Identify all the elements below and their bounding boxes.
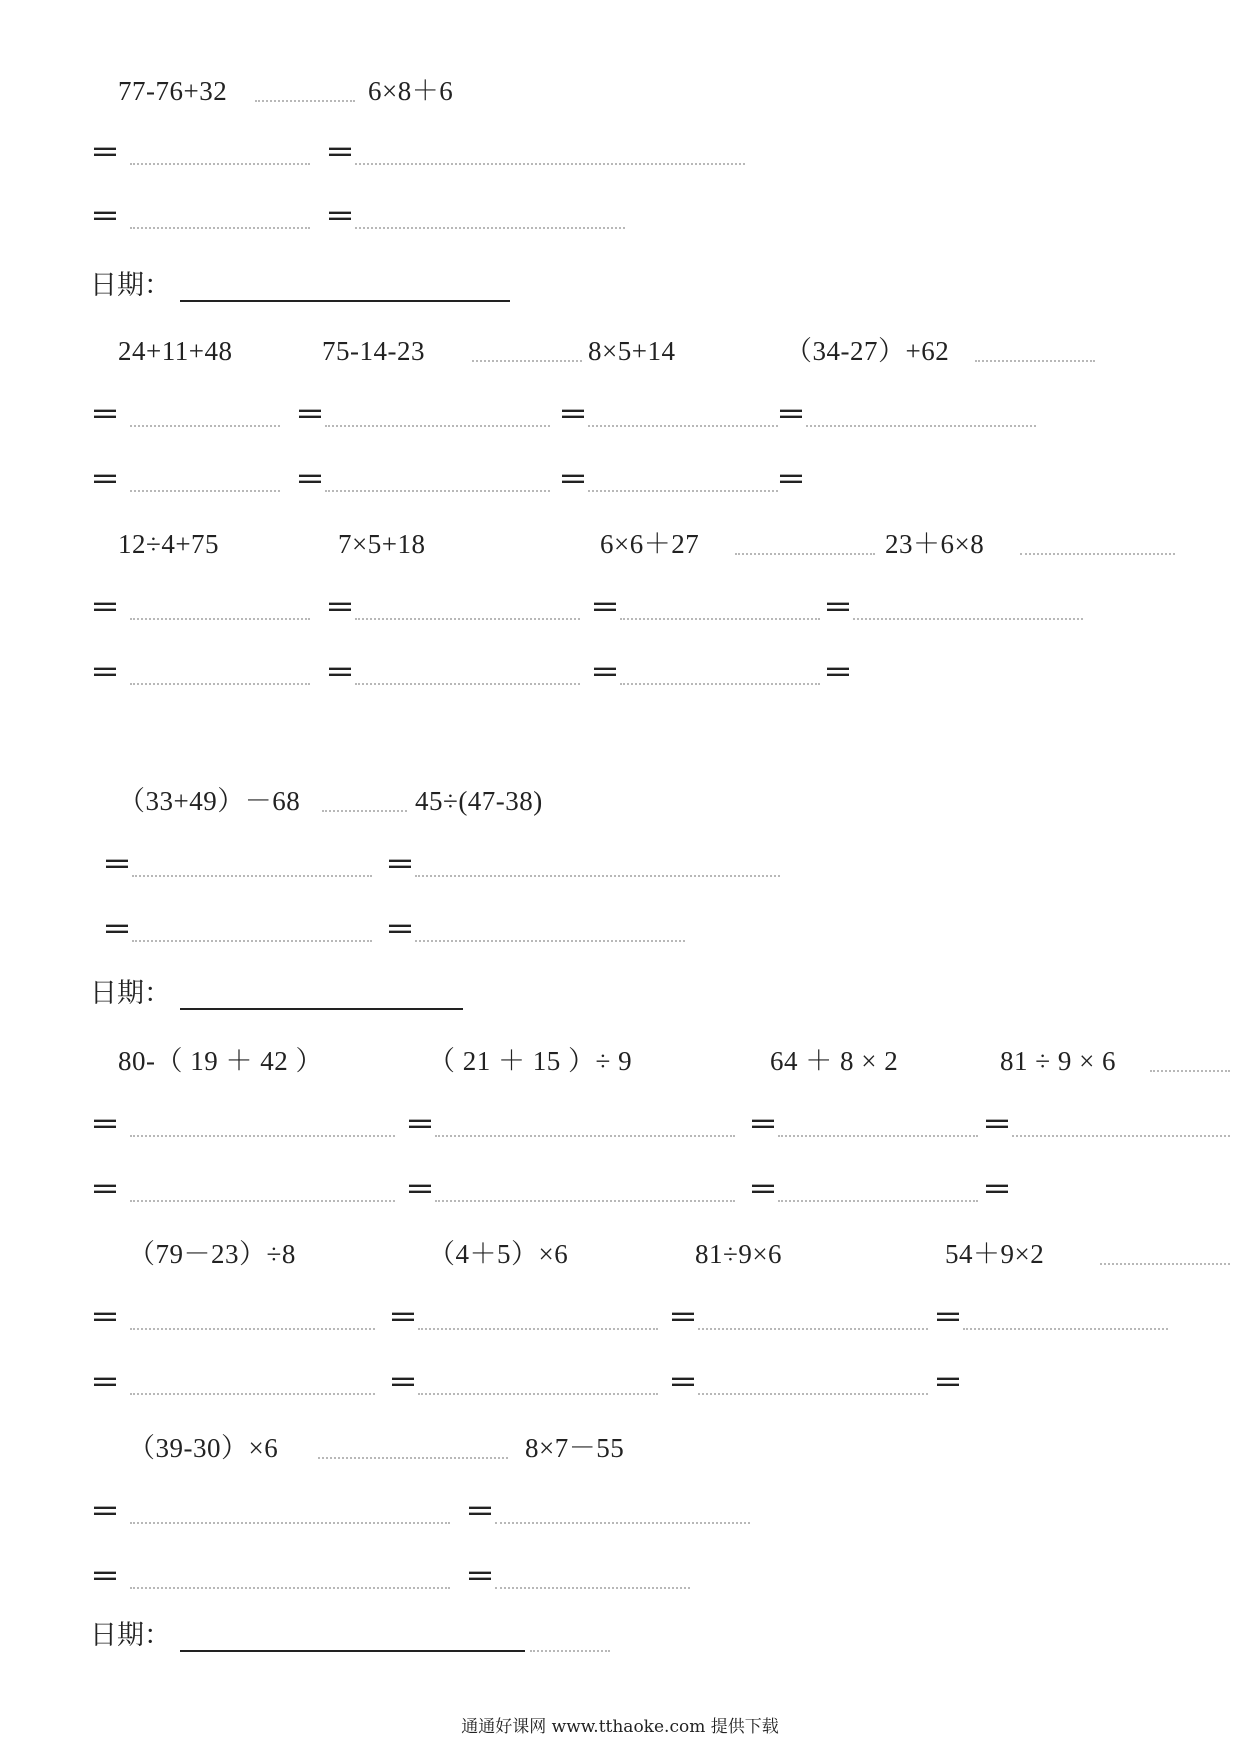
answer-line[interactable]	[132, 875, 372, 877]
problem-expression: 24+11+48	[118, 336, 233, 366]
problem-expression: （ 21 ＋ 15 ）÷ 9	[428, 1046, 633, 1076]
equals-sign: ＝	[90, 398, 120, 433]
dotted-line	[255, 100, 355, 102]
answer-line[interactable]	[355, 163, 745, 165]
problem-expression: 7×5+18	[338, 529, 426, 559]
equals-sign: ＝	[823, 591, 853, 626]
answer-line[interactable]	[130, 1522, 450, 1524]
equals-sign: ＝	[933, 1301, 963, 1336]
date-label: 日期：	[90, 978, 171, 1009]
equals-sign: ＝	[388, 1366, 418, 1401]
equals-sign: ＝	[668, 1366, 698, 1401]
equals-sign: ＝	[90, 1301, 120, 1336]
answer-line[interactable]	[495, 1587, 690, 1589]
answer-line[interactable]	[1012, 1135, 1230, 1137]
equals-sign: ＝	[982, 1173, 1012, 1208]
answer-line[interactable]	[418, 1393, 658, 1395]
date-label: 日期：	[90, 270, 171, 301]
dotted-line	[1020, 553, 1175, 555]
answer-line[interactable]	[415, 940, 685, 942]
dotted-line	[322, 810, 407, 812]
problem-expression: 75-14-23	[322, 336, 425, 366]
equals-sign: ＝	[90, 656, 120, 691]
equals-sign: ＝	[385, 848, 415, 883]
equals-sign: ＝	[325, 656, 355, 691]
answer-line[interactable]	[130, 1200, 395, 1202]
answer-line[interactable]	[806, 425, 1036, 427]
answer-line[interactable]	[853, 618, 1083, 620]
dotted-line	[472, 360, 582, 362]
equals-sign: ＝	[748, 1173, 778, 1208]
answer-line[interactable]	[130, 1587, 450, 1589]
problem-expression: 8×7－55	[525, 1433, 625, 1463]
dotted-line	[530, 1650, 610, 1652]
equals-sign: ＝	[465, 1560, 495, 1595]
equals-sign: ＝	[558, 398, 588, 433]
problem-expression: 64 ＋ 8 × 2	[770, 1046, 899, 1076]
date-input-line[interactable]	[180, 300, 510, 302]
equals-sign: ＝	[776, 398, 806, 433]
equals-sign: ＝	[385, 913, 415, 948]
answer-line[interactable]	[698, 1393, 928, 1395]
problem-expression: 81 ÷ 9 × 6	[1000, 1046, 1117, 1076]
equals-sign: ＝	[325, 591, 355, 626]
answer-line[interactable]	[778, 1135, 978, 1137]
equals-sign: ＝	[90, 1108, 120, 1143]
answer-line[interactable]	[435, 1135, 735, 1137]
answer-line[interactable]	[130, 163, 310, 165]
answer-line[interactable]	[130, 683, 310, 685]
equals-sign: ＝	[668, 1301, 698, 1336]
equals-sign: ＝	[590, 591, 620, 626]
equals-sign: ＝	[90, 1366, 120, 1401]
answer-line[interactable]	[418, 1328, 658, 1330]
problem-expression: 23＋6×8	[885, 529, 985, 559]
answer-line[interactable]	[130, 1393, 375, 1395]
answer-line[interactable]	[130, 1328, 375, 1330]
footer-source: 通通好课网 www.tthaoke.com 提供下载	[461, 1717, 779, 1737]
problem-expression: 45÷(47-38)	[415, 786, 543, 816]
dotted-line	[735, 553, 875, 555]
equals-sign: ＝	[90, 591, 120, 626]
equals-sign: ＝	[90, 136, 120, 171]
answer-line[interactable]	[495, 1522, 750, 1524]
equals-sign: ＝	[295, 398, 325, 433]
answer-line[interactable]	[620, 618, 820, 620]
answer-line[interactable]	[588, 425, 778, 427]
problem-expression: 8×5+14	[588, 336, 676, 366]
equals-sign: ＝	[102, 848, 132, 883]
equals-sign: ＝	[823, 656, 853, 691]
equals-sign: ＝	[295, 463, 325, 498]
equals-sign: ＝	[90, 1173, 120, 1208]
answer-line[interactable]	[355, 683, 580, 685]
equals-sign: ＝	[982, 1108, 1012, 1143]
answer-line[interactable]	[130, 490, 280, 492]
equals-sign: ＝	[465, 1495, 495, 1530]
equals-sign: ＝	[933, 1366, 963, 1401]
dotted-line	[1100, 1263, 1230, 1265]
equals-sign: ＝	[90, 1560, 120, 1595]
equals-sign: ＝	[325, 136, 355, 171]
problem-expression: 12÷4+75	[118, 529, 220, 559]
answer-line[interactable]	[130, 227, 310, 229]
answer-line[interactable]	[355, 618, 580, 620]
answer-line[interactable]	[325, 425, 550, 427]
equals-sign: ＝	[90, 1495, 120, 1530]
answer-line[interactable]	[130, 1135, 395, 1137]
answer-line[interactable]	[588, 490, 778, 492]
problem-expression: （4＋5）×6	[428, 1239, 569, 1269]
equals-sign: ＝	[325, 200, 355, 235]
dotted-line	[318, 1457, 508, 1459]
equals-sign: ＝	[776, 463, 806, 498]
date-input-line[interactable]	[180, 1008, 463, 1010]
dotted-line	[1150, 1070, 1230, 1072]
answer-line[interactable]	[130, 618, 310, 620]
problem-expression: （34-27）+62	[785, 336, 950, 366]
answer-line[interactable]	[325, 490, 550, 492]
equals-sign: ＝	[90, 463, 120, 498]
equals-sign: ＝	[590, 656, 620, 691]
equals-sign: ＝	[748, 1108, 778, 1143]
answer-line[interactable]	[130, 425, 280, 427]
answer-line[interactable]	[963, 1328, 1168, 1330]
equals-sign: ＝	[102, 913, 132, 948]
answer-line[interactable]	[355, 227, 625, 229]
problem-expression: （79－23）÷8	[128, 1239, 296, 1269]
equals-sign: ＝	[558, 463, 588, 498]
answer-line[interactable]	[435, 1200, 735, 1202]
equals-sign: ＝	[405, 1108, 435, 1143]
problem-expression: （33+49）－68	[118, 786, 301, 816]
dotted-line	[975, 360, 1095, 362]
date-label: 日期：	[90, 1620, 171, 1651]
problem-expression: 54＋9×2	[945, 1239, 1045, 1269]
problem-expression: 77-76+32	[118, 76, 228, 106]
answer-line[interactable]	[778, 1200, 978, 1202]
answer-line[interactable]	[698, 1328, 928, 1330]
answer-line[interactable]	[620, 683, 820, 685]
problem-expression: 81÷9×6	[695, 1239, 783, 1269]
equals-sign: ＝	[90, 200, 120, 235]
equals-sign: ＝	[405, 1173, 435, 1208]
answer-line[interactable]	[132, 940, 372, 942]
date-input-line[interactable]	[180, 1650, 525, 1652]
problem-expression: （39-30）×6	[128, 1433, 279, 1463]
answer-line[interactable]	[415, 875, 780, 877]
problem-expression: 6×6＋27	[600, 529, 700, 559]
problem-expression: 6×8＋6	[368, 76, 454, 106]
equals-sign: ＝	[388, 1301, 418, 1336]
problem-expression: 80-（ 19 ＋ 42 ）	[118, 1046, 323, 1076]
